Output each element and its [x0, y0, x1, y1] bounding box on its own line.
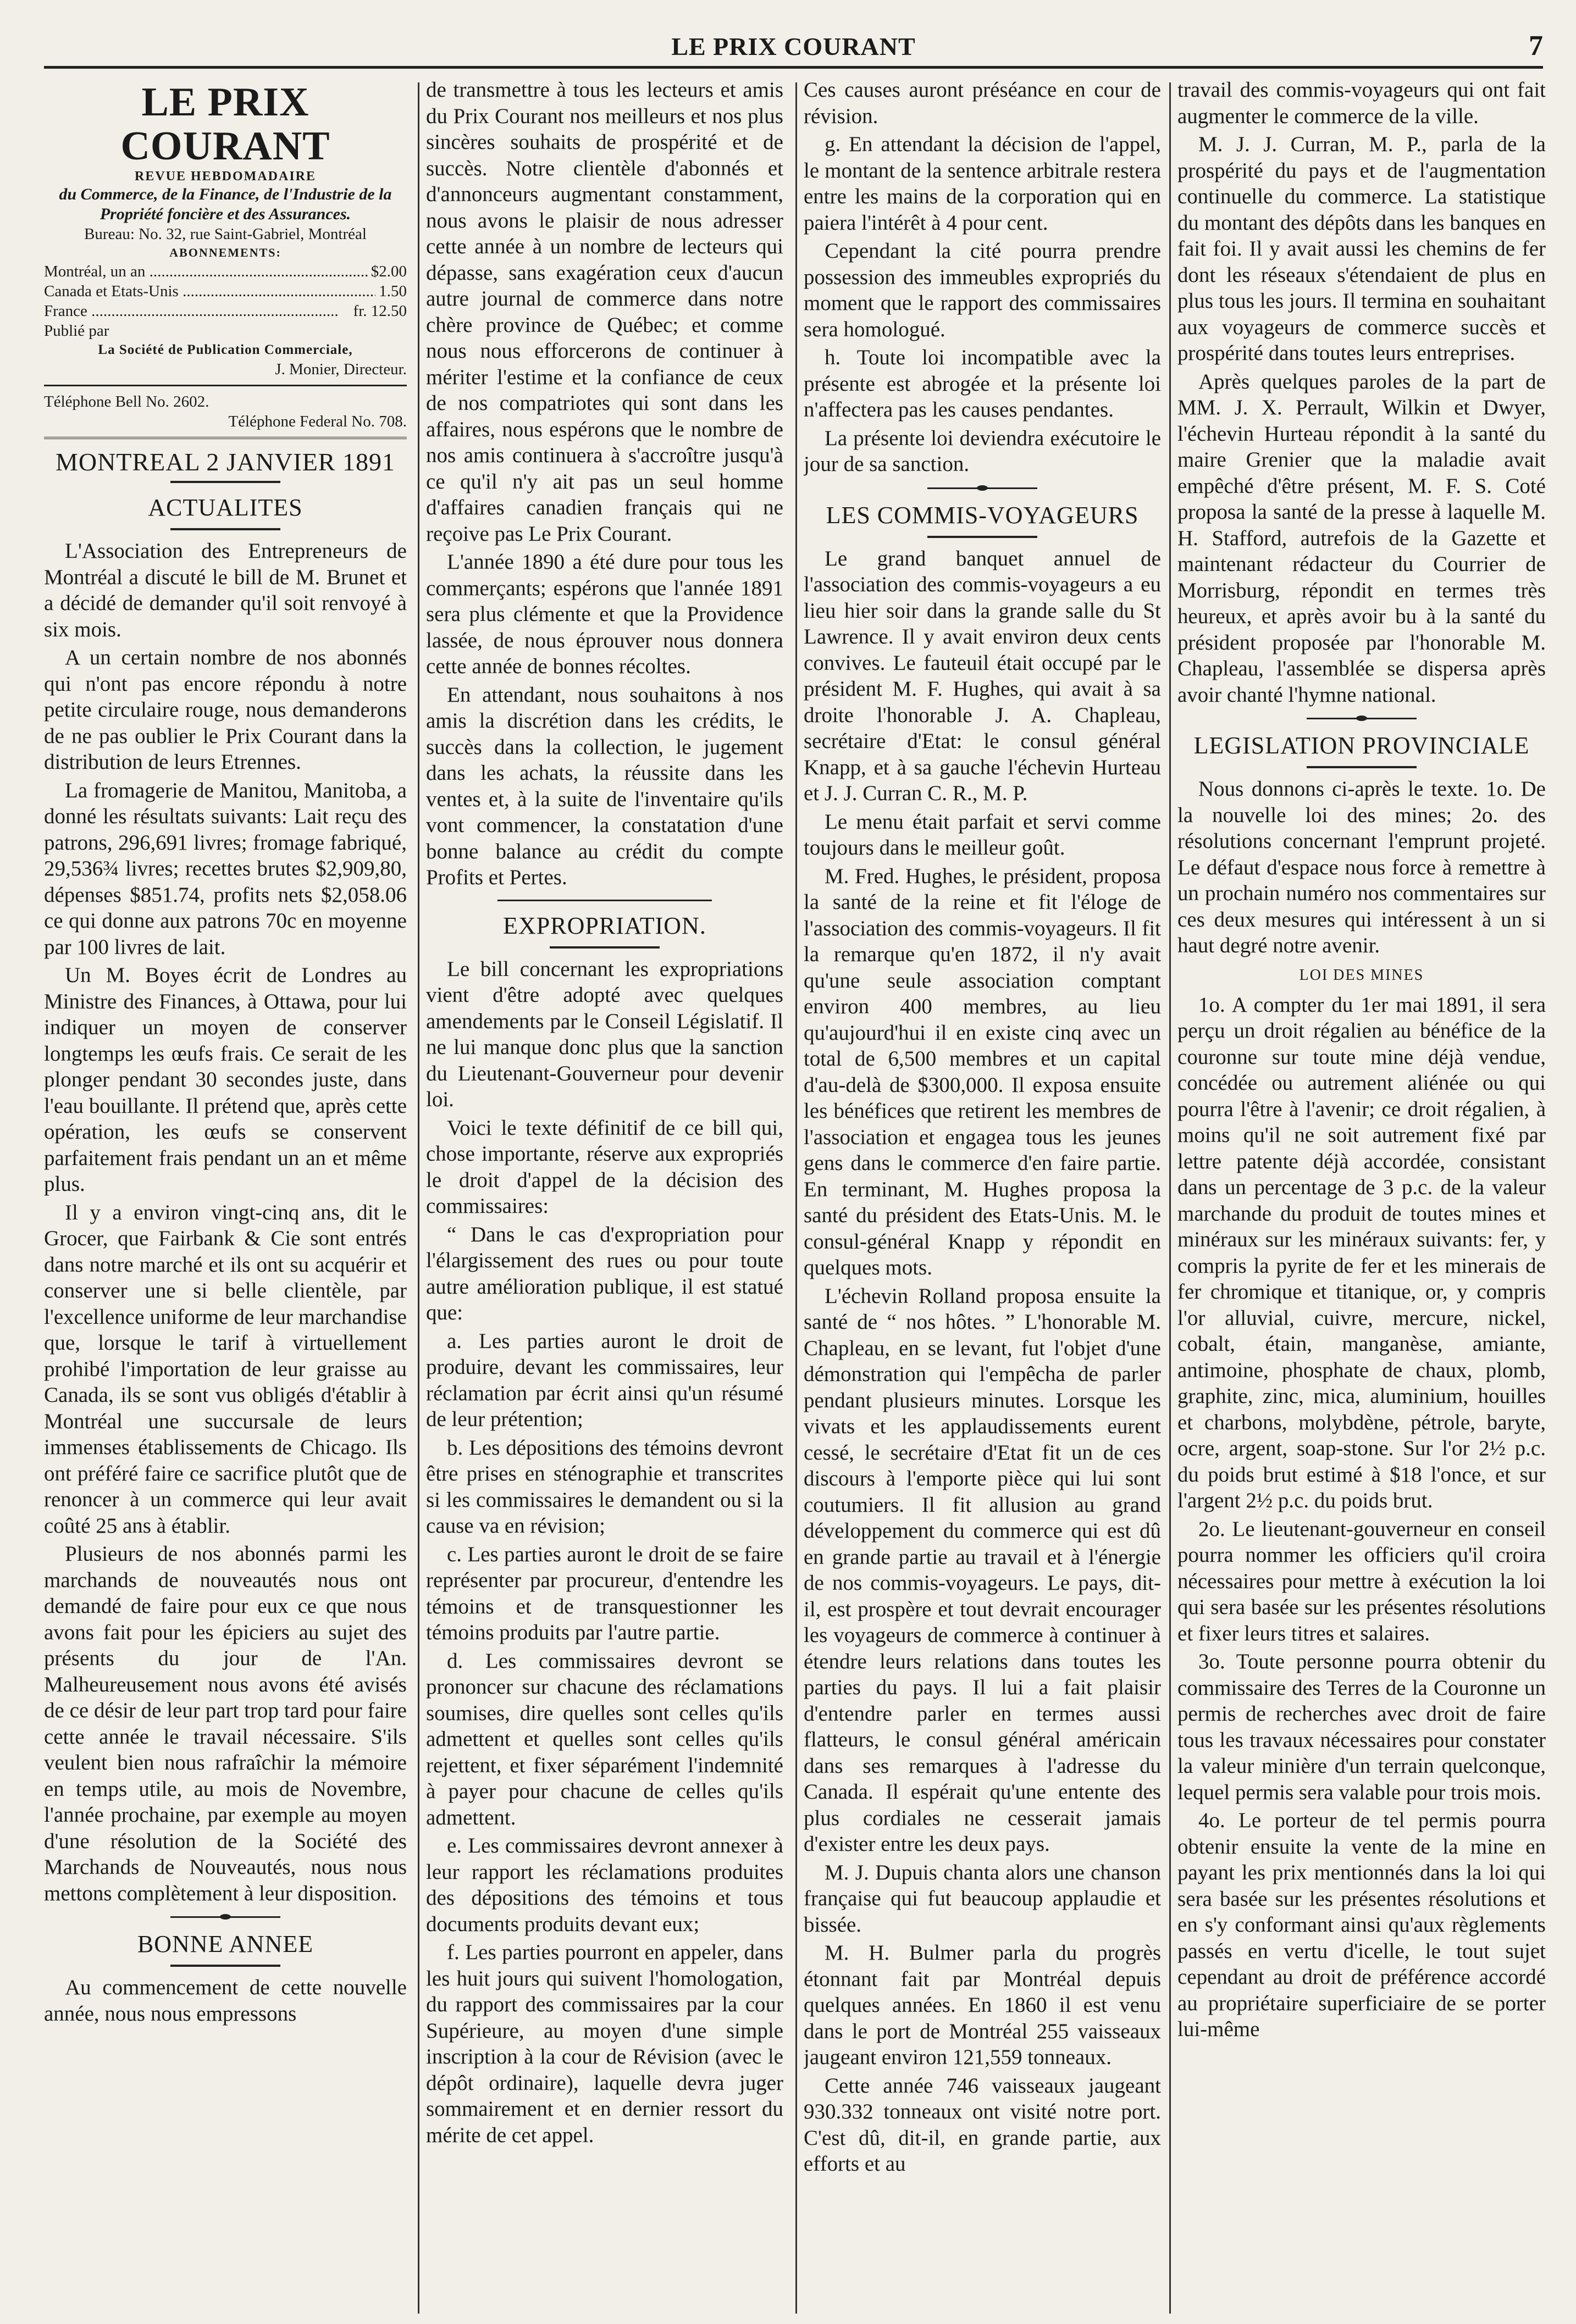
paragraph: 1o. A compter du 1er mai 1891, il sera perçu un droit régalien au bénéfice de la couronne sur toute mine déjà vendue, concédée ou autrement aliénée ou qui pourra l'être à l'avenir; ce droit régalien, à moins qu'il ne soit autrement fixé par lettre patente déjà accordée, consistant dans un percentage de 3 p.c. de la valeur marchande du produit de toutes mines et minéraux sur les minéraux suivants: fer, y compris la pyrite de fer et les minerais de fer chromique et titanique, or, y compris l'or alluvial, cuivre, mercure, nickel, cobalt, étain, manganèse, amiante, antimoine, phosphate de chaux, plomb, graphite, zinc, mica, aluminium, houilles et charbons, molybdène, pétrole, baryte, ocre, argent, soap-stone. Sur l'or 2½ p.c. du poids brut estimé à $18 l'once, et sur l'argent 2½ p.c. du poids brut.	[1177, 992, 1546, 1512]
heading-legislation-provinciale: LEGISLATION PROVINCIALE	[1193, 732, 1530, 759]
paragraph: L'échevin Rolland proposa ensuite la santé de “ nos hôtes. ” L'honorable M. Chapleau, en se levant, fut l'objet d'une démonstration qui l'empêcha de parler pendant plusieurs minutes. Lorsque les vivats et les applaudissements eurent cessé, le secrétaire d'Etat fit un de ces discours à l'emporte pièce qui lui sont coutumiers. Il fit allusion au grand développement du commerce qui est dû en grande partie au travail et à l'énergie de nos commis-voyageurs. Le pays, dit-il, est prospère et tout devrait encourager les voyageurs de commerce à continuer à étendre leurs relations dans toutes les parties du pays. Il lui a fait plaisir d'entendre parler en termes aussi flatteurs, le consul général américain dans ses remarques à l'adresse du Canada. Il espérait qu'une entente des plus cordiales ne cesserait jamais d'exister entre les deux pays.	[804, 1284, 1161, 1856]
page-number: 7	[1529, 30, 1543, 62]
paragraph: Au commencement de cette nouvelle année, nous nous empressons	[44, 1976, 407, 2026]
paragraph: b. Les dépositions des témoins devront être prises en sténographie et transcrites si les commissaires le demandent ou si la cause va en révision;	[426, 1435, 783, 1538]
publisher-name: La Société de Publication Commerciale,	[98, 342, 353, 357]
paragraph: Le menu était parfait et servi comme toujours dans le meilleur goût.	[804, 809, 1161, 859]
subscription-price: fr. 12.50	[353, 302, 407, 320]
paragraph: La fromagerie de Manitou, Manitoba, a donné les résultats suivants: Lait reçu des patrons, 296,691 livres; fromage fabriqué, 29,536¾ livres; recettes brutes $2,909,80, dépenses $851.74, profits nets $2,058.06 ce qui donne aux patrons 70c en moyenne par 100 livres de lait.	[44, 778, 407, 959]
paragraph: Nous donnons ci-après le texte. 1o. De la nouvelle loi des mines; 2o. des résolutions concernant l'emprunt projeté. Le défaut d'espace nous force à remettre à un prochain numéro nos commentaires sur ces deux mesures qui intéressent à un si haut degré notre avenir.	[1177, 777, 1546, 957]
ornament-rule	[1307, 715, 1417, 721]
col1-body-2	[44, 1974, 407, 2027]
short-rule	[170, 528, 280, 530]
heading-bonne-annee: BONNE ANNEE	[137, 1931, 314, 1957]
paragraph: 4o. Le porteur de tel permis pourra obtenir ensuite la vente de la mine en payant les prix mentionnés dans la loi qui sera basée sur les présentes résolutions et en s'y conformant ainsi qu'aux règlements passés en vertu d'icelle, le tout sujet cependant au droit de préférence accordé au propriétaire superficiaire de se porter lui-même	[1177, 1809, 1546, 2041]
col4-body-3	[1177, 992, 1546, 2043]
divider	[497, 900, 712, 901]
divider	[44, 385, 407, 386]
ornament-rule	[927, 485, 1037, 491]
paragraph: de transmettre à tous les lecteurs et amis du Prix Courant nos meilleurs et nos plus sincères souhaits de prospérité et de succès. Notre clientèle d'abonnés et d'annonceurs augmentant constamment, nous avons le plaisir de nous adresser cette année à un nombre de lecteurs qui dépasse, sans exagération ceux d'aucun autre journal de commerce dans notre chère province de Québec; et comme nous nous efforcerons de continuer à mériter l'estime et la confiance de ceux de nos compatriotes qui sont dans les affaires, nous espérons que le nombre de nos amis continuera à s'accroître jusqu'à ce qu'il n'y ait pas un seul homme d'affaires canadien français qui ne reçoive pas Le Prix Courant.	[426, 78, 783, 546]
short-rule	[170, 481, 280, 483]
paragraph: 2o. Le lieutenant-gouverneur en conseil pourra nommer les officiers qu'il croira nécessaires pour mettre à exécution la loi qui sera basée sur les présentes résolutions et fixer leurs titres et salaires.	[1177, 1517, 1546, 1645]
paragraph: Il y a environ vingt-cinq ans, dit le Grocer, que Fairbank & Cie sont entrés dans notre marché et ils ont su acquérir et conserver une si belle clientèle, par l'excellence uniforme de leur marchandise que, lorsque le tarif à virtuellement prohibé l'importation de leur graisse au Canada, ils se sont vus obligés d'établir à Montréal une succursale de leurs immenses établissements de Chicago. Ils ont préféré faire ce sacrifice plutôt que de renoncer à un commerce qui leur avait coûté 25 ans à établir.	[44, 1200, 407, 1538]
paragraph: Plusieurs de nos abonnés parmi les marchands de nouveautés nous ont demandé de faire pour eux ce que nous avons fait pour les épiciers au sujet des présents du jour de l'An. Malheureusement nous avons été avisés de ce désir de leur part trop tard pour faire cette année le travail nécessaire. S'ils veulent bien nous rafraîchir la mémoire en temps utile, au mois de Novembre, l'année prochaine, par exemple au moyen d'une résolution de la Société des Marchands de Nouveautés, nous nous mettons complètement à leur disposition.	[44, 1542, 407, 1905]
short-rule	[1307, 766, 1417, 768]
paragraph: Après quelques paroles de la part de MM. J. X. Perrault, Wilkin et Dwyer, l'échevin Hurteau répondit à la santé du maire Grenier que la maladie avait empêché d'être présent, M. F. S. Coté proposa la santé de la presse à laquelle M. H. Stafford, autrefois de la Gazette et maintenant rédacteur du Courrier de Morrisburg, répondit en termes très heureux, et après avoir bu à la santé du président proposée par l'honorable M. Chapleau, l'assemblée se dispersa après avoir chanté l'hymne national.	[1177, 369, 1546, 707]
running-head-title: LE PRIX COURANT	[671, 32, 916, 60]
masthead-subtitle: REVUE HEBDOMADAIRE	[134, 169, 317, 184]
paragraph: “ Dans le cas d'expropriation pour l'élargissement des rues ou pour toute autre amélioration publique, il est statué que:	[426, 1222, 783, 1324]
heading-commis-voyageurs: LES COMMIS-VOYAGEURS	[826, 501, 1139, 529]
paragraph: e. Les commissaires devront annexer à leur rapport les réclamations produites des dépositions des témoins et tous documents produits devant eux;	[426, 1834, 783, 1936]
col1-body	[44, 538, 407, 1906]
paragraph: La présente loi deviendra exécutoire le jour de sa sanction.	[804, 426, 1161, 476]
paragraph: En attendant, nous souhaitons à nos amis la discrétion dans les crédits, le succès dans la collection, le jugement dans les achats, la réussite dans les ventes et, à la suite de l'inventaire qu'ils vont commencer, la constatation d'une bonne balance au crédit du compte Profits et Pertes.	[426, 683, 783, 889]
heading-expropriation: EXPROPRIATION.	[503, 912, 706, 939]
column-3	[804, 77, 1161, 2314]
abonnements-label: ABONNEMENTS:	[169, 246, 281, 259]
running-head	[44, 27, 1543, 69]
col2-body-2	[426, 956, 783, 2149]
publie-par: Publié par	[44, 322, 109, 340]
paragraph: A un certain nombre de nos abonnés qui n'ont pas encore répondu à notre petite circulaire rouge, nous demanderons de ne pas oublier le Prix Courant dans la distribution de leurs Etrennes.	[44, 646, 407, 774]
col4-body-2	[1177, 776, 1546, 959]
paragraph: Voici le texte définitif de ce bill qui, chose importante, réserve aux expropriés le droit d'appel de la décision des commissaires:	[426, 1116, 783, 1218]
dateline: MONTREAL 2 JANVIER 1891	[56, 448, 395, 476]
paragraph: M. J. J. Curran, M. P., parla de la prospérité du pays et de l'augmentation continuelle du commerce. La statistique du montant des dépôts dans les banques en fait foi. Il y avait aussi les chemins de fer dont les réseaux s'étendaient de plus en plus tous les jours. Il termina en souhaitant aux voyageurs de commerce succès et prospérité dans toutes leurs entreprises.	[1177, 132, 1546, 365]
col4-body	[1177, 77, 1546, 708]
subscription-list	[44, 262, 407, 321]
col3-body-2	[804, 546, 1161, 2177]
paragraph: h. Toute loi incompatible avec la présente est abrogée et la présente loi n'affectera pas les causes pendantes.	[804, 346, 1161, 421]
short-rule	[170, 1965, 280, 1967]
subscription-price: 1.50	[379, 282, 407, 300]
column-1	[44, 77, 407, 2314]
subscription-label: Montréal, un an .....	[44, 262, 368, 281]
paragraph: g. En attendant la décision de l'appel, le montant de la sentence arbitrale restera entre les mains de la corporation qui en paiera l'intérêt à 4 pour cent.	[804, 132, 1161, 235]
telephone-bell: Téléphone Bell No. 2602.	[44, 393, 209, 411]
column-4	[1177, 77, 1546, 2314]
short-rule	[550, 946, 660, 949]
masthead-description: du Commerce, de la Finance, de l'Industrie de la Propriété foncière et des Assurances.	[59, 185, 392, 223]
paragraph: M. H. Bulmer parla du progrès étonnant fait par Montréal depuis quelques années. En 1860 il est venu dans le port de Montréal 255 vaisseaux jaugeant environ 121,559 tonneaux.	[804, 1941, 1161, 2069]
subscription-row	[44, 301, 407, 321]
paragraph: Le grand banquet annuel de l'association des commis-voyageurs a eu lieu hier soir dans la grande salle du St Lawrence. Il y avait environ deux cents convives. Le fauteuil était occupé par le président M. F. Hughes, qui avait à sa droite l'honorable J. A. Chapleau, secrétaire d'Etat: le consul général Knapp, et à sa gauche l'échevin Hurteau et J. J. Curran C. R., M. P.	[804, 546, 1161, 805]
paragraph: L'année 1890 a été dure pour tous les commerçants; espérons que l'année 1891 sera plus clémente et que la Providence lassée, de nous éprouver nous donnera cette année de bonnes récoltes.	[426, 550, 783, 678]
divider	[44, 437, 407, 439]
director-name: J. Monier, Directeur.	[275, 360, 407, 378]
telephone-federal: Téléphone Federal No. 708.	[228, 413, 407, 430]
paragraph: c. Les parties auront le droit de se faire représenter par procureur, d'entendre les témoins et de transquestionner les témoins produits par l'autre partie.	[426, 1542, 783, 1644]
paragraph: a. Les parties auront le droit de produire, devant les commissaires, leur réclamation par écrit ainsi qu'un résumé de leur prétention;	[426, 1329, 783, 1431]
heading-actualites: ACTUALITES	[148, 494, 303, 521]
column-2	[426, 77, 783, 2314]
paragraph: d. Les commissaires devront se prononcer sur chacune des réclamations soumises, dire quelles sont celles qu'ils admettent et quelles sont celles qu'ils rejettent, et fixer séparément l'indemnité à payer pour chacune de celles qu'ils admettent.	[426, 1649, 783, 1829]
ornament-rule	[170, 1914, 280, 1920]
subscription-row	[44, 281, 407, 301]
short-rule	[927, 536, 1037, 538]
paragraph: Cette année 746 vaisseaux jaugeant 930.332 tonneaux ont visité notre port. C'est dû, dit-il, en grande partie, aux efforts et au	[804, 2073, 1161, 2176]
paragraph: Ces causes auront préséance en cour de révision.	[804, 78, 1161, 128]
subscription-label: Canada et Etats-Unis .....	[44, 281, 375, 301]
paragraph: Un M. Boyes écrit de Londres au Ministre des Finances, à Ottawa, pour lui indiquer un moyen de conserver longtemps les œufs frais. Ce serait de les plonger pendant 30 secondes juste, dans l'eau bouillante. Il prétend que, après cette opération, les œufs se conservent parfaitement frais pendant un an et même plus.	[44, 963, 407, 1196]
paragraph: M. Fred. Hughes, le président, proposa la santé de la reine et fit l'éloge de l'association des commis-voyageurs. Il fit la remarque qu'en 1872, il n'y avait qu'une seule association comptant environ 400 membres, au lieu qu'aujourd'hui il en existe cinq avec un total de 6,500 membres et un capital d'au-delà de $300,000. Il exposa ensuite les bénéfices que retirent les membres de l'association et engagea tous les jeunes gens dans le commerce d'en faire partie. En terminant, M. Hughes proposa la santé du président des Etats-Unis. M. le consul-général Knapp y répondit en quelques mots.	[804, 864, 1161, 1279]
paragraph: f. Les parties pourront en appeler, dans les huit jours qui suivent l'homologation, du rapport des commissaires par la cour Supérieure, au moyen d'une simple inscription à la cour de Révision (avec le dépôt ordinaire), laquelle devra juger sommairement et en dernier ressort du mérite de cet appel.	[426, 1940, 783, 2147]
columns	[44, 77, 1550, 2314]
paragraph: 3o. Toute personne pourra obtenir du commissaire des Terres de la Couronne un permis de recherches avec droit de faire tous les travaux nécessaires pour constater la valeur minière d'un terrain quelconque, lequel permis sera valable pour trois mois.	[1177, 1650, 1546, 1804]
paragraph: travail des commis-voyageurs qui ont fait augmenter le commerce de la ville.	[1177, 78, 1546, 128]
paragraph: Cependant la cité pourra prendre possession des immeubles expropriés du moment que le rapport des commissaires sera homologué.	[804, 239, 1161, 341]
col2-body	[426, 77, 783, 891]
subscription-row	[44, 262, 407, 281]
masthead-title: LE PRIX COURANT	[120, 80, 330, 169]
subscription-label: France .....	[44, 301, 350, 321]
masthead-bureau: Bureau: No. 32, rue Saint-Gabriel, Montréal	[84, 225, 367, 243]
paragraph: L'Association des Entrepreneurs de Montréal a discuté le bill de M. Brunet et a décidé de demander qu'il soit renvoyé à six mois.	[44, 539, 407, 641]
col3-body	[804, 77, 1161, 478]
subheading-loi-des-mines: LOI DES MINES	[1299, 966, 1424, 984]
paragraph: M. J. Dupuis chanta alors une chanson française qui fut beaucoup applaudie et bissée.	[804, 1860, 1161, 1937]
subscription-price: $2.00	[371, 263, 407, 280]
paragraph: Le bill concernant les expropriations vient d'être adopté avec quelques amendements par le Conseil Législatif. Il ne lui manque donc plus que la sanction du Lieutenant-Gouverneur pour devenir loi.	[426, 957, 783, 1111]
